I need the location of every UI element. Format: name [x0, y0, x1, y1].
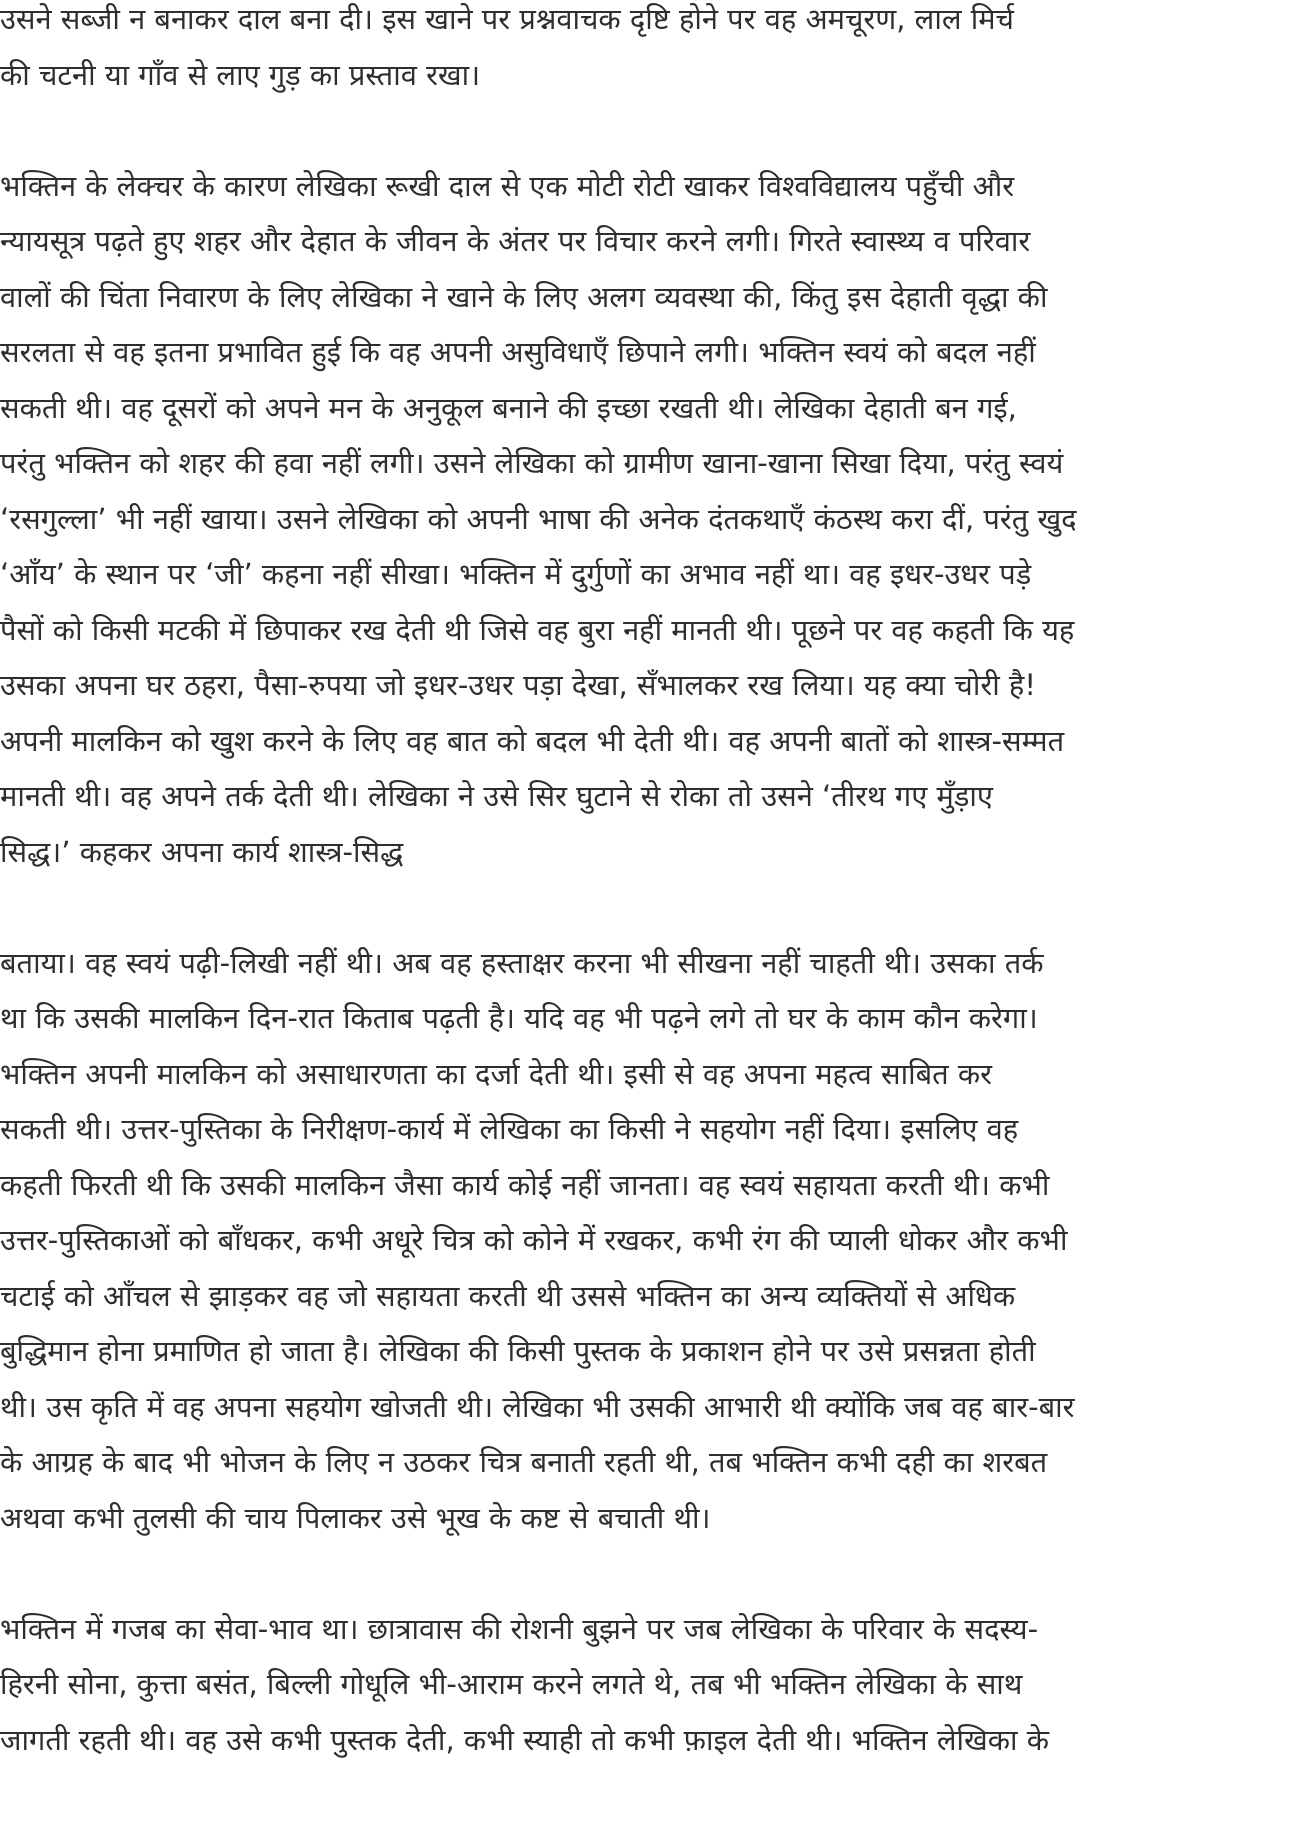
text-line: जागती रहती थी। वह उसे कभी पुस्तक देती, कभी स्याही तो कभी फ़ाइल देती थी। भक्तिन लेखिका के [0, 1722, 1050, 1757]
text-line: भक्तिन अपनी मालकिन को असाधारणता का दर्जा देती थी। इसी से वह अपना महत्व साबित कर [0, 1056, 993, 1091]
text-line: पैसों को किसी मटकी में छिपाकर रख देती थी जिसे वह बुरा नहीं मानती थी। पूछने पर वह कहती कि यह [0, 612, 1075, 647]
text-line: थी। उस कृति में वह अपना सहयोग खोजती थी। लेखिका भी उसकी आभारी थी क्योंकि जब वह बार-बार [0, 1389, 1075, 1424]
text-line: उसने सब्जी न बनाकर दाल बना दी। इस खाने पर प्रश्नवाचक दृष्टि होने पर वह अमचूरण, लाल मिर्च [0, 2, 1014, 36]
text-line: भक्तिन के लेक्चर के कारण लेखिका रूखी दाल से एक मोटी रोटी खाकर विश्वविद्यालय पहुँची और [0, 168, 1015, 203]
text-line: चटाई को आँचल से झाड़कर वह जो सहायता करती थी उससे भक्तिन का अन्य व्यक्तियों से अधिक [0, 1278, 1016, 1313]
text-line: भक्तिन में गजब का सेवा-भाव था। छात्रावास की रोशनी बुझने पर जब लेखिका के परिवार के सदस्य- [0, 1611, 1039, 1646]
text-line: की चटनी या गाँव से लाए गुड़ का प्रस्ताव रखा। [0, 57, 481, 92]
text-line: सरलता से वह इतना प्रभावित हुई कि वह अपनी असुविधाएँ छिपाने लगी। भक्तिन स्वयं को बदल नहीं [0, 335, 1036, 369]
text-line: बुद्धिमान होना प्रमाणित हो जाता है। लेखिका की किसी पुस्तक के प्रकाशन होने पर उसे प्रसन्नता होती [0, 1334, 1036, 1368]
text-line: सकती थी। उत्तर-पुस्तिका के निरीक्षण-कार्य में लेखिका का किसी ने सहयोग नहीं दिया। इसलिए वह [0, 1112, 1019, 1146]
paragraph [0, 0, 1300, 103]
text-line: अथवा कभी तुलसी की चाय पिलाकर उसे भूख के कष्ट से बचाती थी। [0, 1500, 711, 1535]
paragraph [0, 936, 1300, 1547]
text-line: न्यायसूत्र पढ़ते हुए शहर और देहात के जीवन के अंतर पर विचार करने लगी। गिरते स्वास्थ्य व परिवार [0, 224, 1031, 258]
text-line: कहती फिरती थी कि उसकी मालकिन जैसा कार्य कोई नहीं जानता। वह स्वयं सहायता करती थी। कभी [0, 1167, 1050, 1202]
text-line: अपनी मालकिन को खुश करने के लिए वह बात को बदल भी देती थी। वह अपनी बातों को शास्त्र-सम्मत [0, 723, 1065, 758]
text-line: ‘आँय’ के स्थान पर ‘जी’ कहना नहीं सीखा। भक्तिन में दुर्गुणों का अभाव नहीं था। वह इधर-उधर पड़े [0, 557, 1032, 591]
text-line: वालों की चिंता निवारण के लिए लेखिका ने खाने के लिए अलग व्यवस्था की, किंतु इस देहाती वृद्धा की [0, 279, 1048, 314]
paragraph [0, 1602, 1300, 1769]
text-line: सिद्ध।’ कहकर अपना कार्य शास्त्र-सिद्ध [0, 834, 404, 869]
text-line: बताया। वह स्वयं पढ़ी-लिखी नहीं थी। अब वह हस्ताक्षर करना भी सीखना नहीं चाहती थी। उसका तर्क [0, 945, 1044, 980]
text-line: हिरनी सोना, कुत्ता बसंत, बिल्ली गोधूलि भी-आराम करने लगते थे, तब भी भक्तिन लेखिका के साथ [0, 1667, 1023, 1701]
text-line: था कि उसकी मालकिन दिन-रात किताब पढ़ती है। यदि वह भी पढ़ने लगे तो घर के काम कौन करेगा। [0, 1001, 1038, 1035]
text-line: सकती थी। वह दूसरों को अपने मन के अनुकूल बनाने की इच्छा रखती थी। लेखिका देहाती बन गई, [0, 390, 1017, 425]
text-line: मानती थी। वह अपने तर्क देती थी। लेखिका ने उसे सिर घुटाने से रोका तो उसने ‘तीरथ गए मुँड़ाए [0, 779, 993, 813]
text-line: उत्तर-पुस्तिकाओं को बाँधकर, कभी अधूरे चित्र को कोने में रखकर, कभी रंग की प्याली धोकर और कभी [0, 1223, 1068, 1257]
text-line: ‘रसगुल्ला’ भी नहीं खाया। उसने लेखिका को अपनी भाषा की अनेक दंतकथाएँ कंठस्थ करा दीं, परंतु खुद [0, 501, 1077, 536]
text-line: के आग्रह के बाद भी भोजन के लिए न उठकर चित्र बनाती रहती थी, तब भक्तिन कभी दही का शरबत [0, 1445, 1048, 1479]
paragraph [0, 159, 1300, 881]
text-line: उसका अपना घर ठहरा, पैसा-रुपया जो इधर-उधर पड़ा देखा, सँभालकर रख लिया। यह क्या चोरी है! [0, 668, 1036, 702]
text-line: परंतु भक्तिन को शहर की हवा नहीं लगी। उसने लेखिका को ग्रामीण खाना-खाना सिखा दिया, परंतु स्वयं [0, 446, 1064, 480]
